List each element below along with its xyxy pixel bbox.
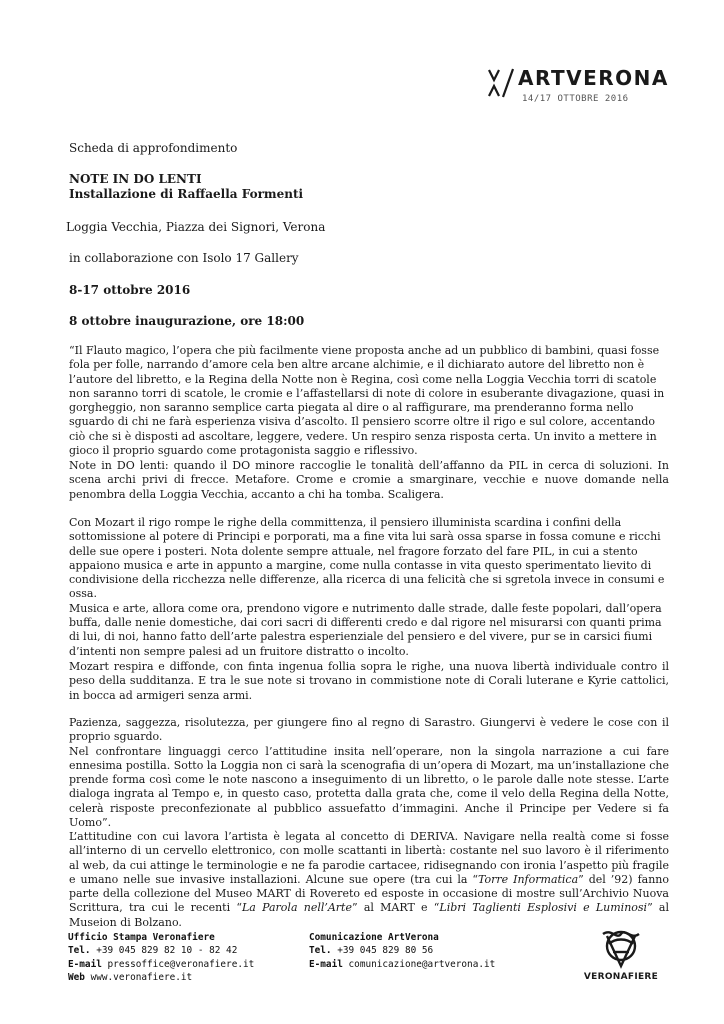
logo-date: 14/17 OTTOBRE 2016: [522, 94, 629, 104]
paragraph: Musica e arte, allora come ora, prendono vigore e nutrimento dalle strade, dalle feste popolari, dall’opera buffa, dalle nenie domestiche, dai cori sacri di differenti credo e dal rigore nel misurarsi con quanti prima di lui, di noi, hanno fatto dell’arte palestra esperienziale del pensiero e del vivere, pur se in carsici fiumi d’intenti non sempre palesi ad un fruitore distratto o incolto.: [69, 601, 662, 658]
collaboration-line: in collaborazione con Isolo 17 Gallery: [69, 251, 299, 265]
communication-title: Comunicazione ArtVerona: [309, 932, 439, 943]
web-label: Web: [68, 972, 85, 984]
text-run: ” del ’92) fanno parte della collezione del Museo MART di Rovereto ed esposte in occasione di mostre sull’Archivio Nuova Scrittura, tra cui le recenti “: [69, 872, 669, 915]
tel-value: +39 045 829 82 10 - 82 42: [96, 945, 238, 957]
paragraph: Nel confrontare linguaggi cerco l’attitudine insita nell’operare, non la singola narrazione a cui fare ennesima postilla. Sotto la Loggia non ci sarà la scenografia di un’opera di Mozart, ma un’installazione che prende forma così come le note nascono a inseguimento di un libretto, o le parole dalle note stesse. L’arte dialoga ingrata al Tempo e, in questo caso, protetta dalla grata che, come il velo della Regina della Notte, celerà risposte preconfezionate al pubblico assuefatto d’immagini. Anche il Principe per Vedere si fa Uomo”.: [69, 744, 669, 830]
paragraph-quote-intro: [69, 344, 669, 458]
tel-label: Tel.: [68, 945, 91, 957]
veronafiere-wordmark: VERONAFIERE: [583, 972, 659, 982]
veronafiere-logo-icon: [583, 926, 659, 972]
text-run: ” al Museion di Bolzano.: [69, 901, 670, 929]
email-link[interactable]: comunicazione@artverona.it: [348, 958, 496, 970]
paragraph-artist-attitude: [69, 830, 669, 930]
press-office-tel: [68, 944, 254, 957]
web-link[interactable]: www.veronafiere.it: [90, 972, 193, 984]
veronafiere-logo: [583, 926, 659, 986]
paragraph: Note in DO lenti: quando il DO minore raccoglie le tonalità dell’affanno da PIL in cerca di soluzioni. In scena archi privi di frecce. Metafore. Crome e cromie a smarginare, vecchie e nuove domande nella penombra della Loggia Vecchia, accanto a chi ha tomba. Scaligera.: [69, 459, 669, 501]
text-run: ” al MART e “: [352, 901, 440, 915]
paragraph: “Il Flauto magico, l’opera che più facilmente viene proposta anche ad un pubblico di bambini, quasi fosse fola per folle, narrando d’amore cela ben altre arcane alchimie, e il dichiarato autore del libretto non è l’autore del libretto, e la Regina della Notte non è Regina, così come nella Loggia Vecchia torri di scatole non saranno torri di scatole, le cromie e l’affastellarsi di note di colore in esuberante divagazione, quasi in gorgheggio, non saranno semplice carta piegata al dire o al raffigurare, ma prenderanno forma nello sguardo di chi ne farà esperienza visiva d’ascolto. Il pensiero scorre oltre il rigo e sul colore, accentando ciò che si è disposti ad ascoltare, leggere, vedere. Un respiro senza risposta certa. Un invito a mettere in gioco il proprio sguardo come protagonista saggio e riflessivo.: [69, 344, 665, 458]
email-label: E-mail: [309, 958, 343, 970]
paragraph-note-in-do: [69, 459, 669, 502]
document-title: NOTE IN DO LENTI: [69, 172, 202, 186]
paragraph-mozart: [69, 516, 669, 659]
location-line: Loggia Vecchia, Piazza dei Signori, Verona: [66, 220, 326, 234]
artverona-mark-icon: [486, 68, 514, 98]
tel-label: Tel.: [309, 945, 332, 957]
document-subtitle: Installazione di Raffaella Formenti: [69, 187, 304, 201]
email-label: E-mail: [68, 958, 102, 970]
footer-press-office: [68, 931, 254, 985]
opening-line: 8 ottobre inaugurazione, ore 18:00: [69, 314, 305, 328]
paragraph-pazienza: [69, 716, 669, 830]
press-office-title: Ufficio Stampa Veronafiere: [68, 932, 215, 943]
text-run: L’attitudine con cui lavora l’artista è legata al concetto di DERIVA. Navigare nella realtà come si fosse all’interno di un cervello elettronico, con molle scattanti in libertà: costante nel suo lavoro è il riferimento al web, da cui attinge le terminologie e ne fa parodie cartacee, ridisegnando con ironia l’aspetto più fragile e umano nelle sue invasive installazioni. Alcune sue opere (tra cui la “: [69, 830, 669, 886]
paragraph: [69, 830, 669, 930]
communication-tel: [309, 944, 495, 957]
paragraph-mozart-respira: [69, 660, 669, 703]
paragraph: Mozart respira e diffonde, con finta ingenua follia sopra le righe, una nuova libertà individuale contro il peso della sudditanza. E tra le sue note si trovano in commistione note di Corali luterane e Kyrie cattolici, in bocca ad armigeri senza armi.: [69, 660, 669, 702]
tel-value: +39 045 829 80 56: [337, 945, 434, 957]
work-title: La Parola nell’Arte: [241, 901, 352, 915]
paragraph: Pazienza, saggezza, risolutezza, per giungere fino al regno di Sarastro. Giungervi è vedere le cose con il proprio sguardo.: [69, 716, 669, 744]
communication-email: [309, 958, 495, 971]
press-office-web: [68, 971, 254, 984]
artverona-logo: [486, 66, 669, 110]
scheda-label: Scheda di approfondimento: [69, 141, 238, 155]
press-office-email: [68, 958, 254, 971]
work-title: Libri Taglienti Esplosivi e Luminosi: [439, 901, 648, 915]
paragraph: Con Mozart il rigo rompe le righe della committenza, il pensiero illuminista scardina i confini della sottomissione al potere di Principi e porporati, ma a fine vita lui sarà ossa sparse in fossa comune e ricchi delle sue opere i posteri. Nota dolente sempre attuale, nel fragore forzato del fare PIL, in cui a stento appaiono musica e arte in appunto a margine, come nulla contasse in vita questo sperimentato lievito di condivisione della ricchezza nelle differenze, alla ricerca di una felicità che si sgretola invece in consumi e ossa.: [69, 516, 665, 601]
email-link[interactable]: pressoffice@veronafiere.it: [107, 958, 255, 970]
work-title: Torre Informatica: [478, 872, 579, 886]
logo-wordmark: ARTVERONA: [518, 66, 669, 90]
exhibition-dates: 8-17 ottobre 2016: [69, 283, 191, 297]
footer-communication: [309, 931, 495, 971]
